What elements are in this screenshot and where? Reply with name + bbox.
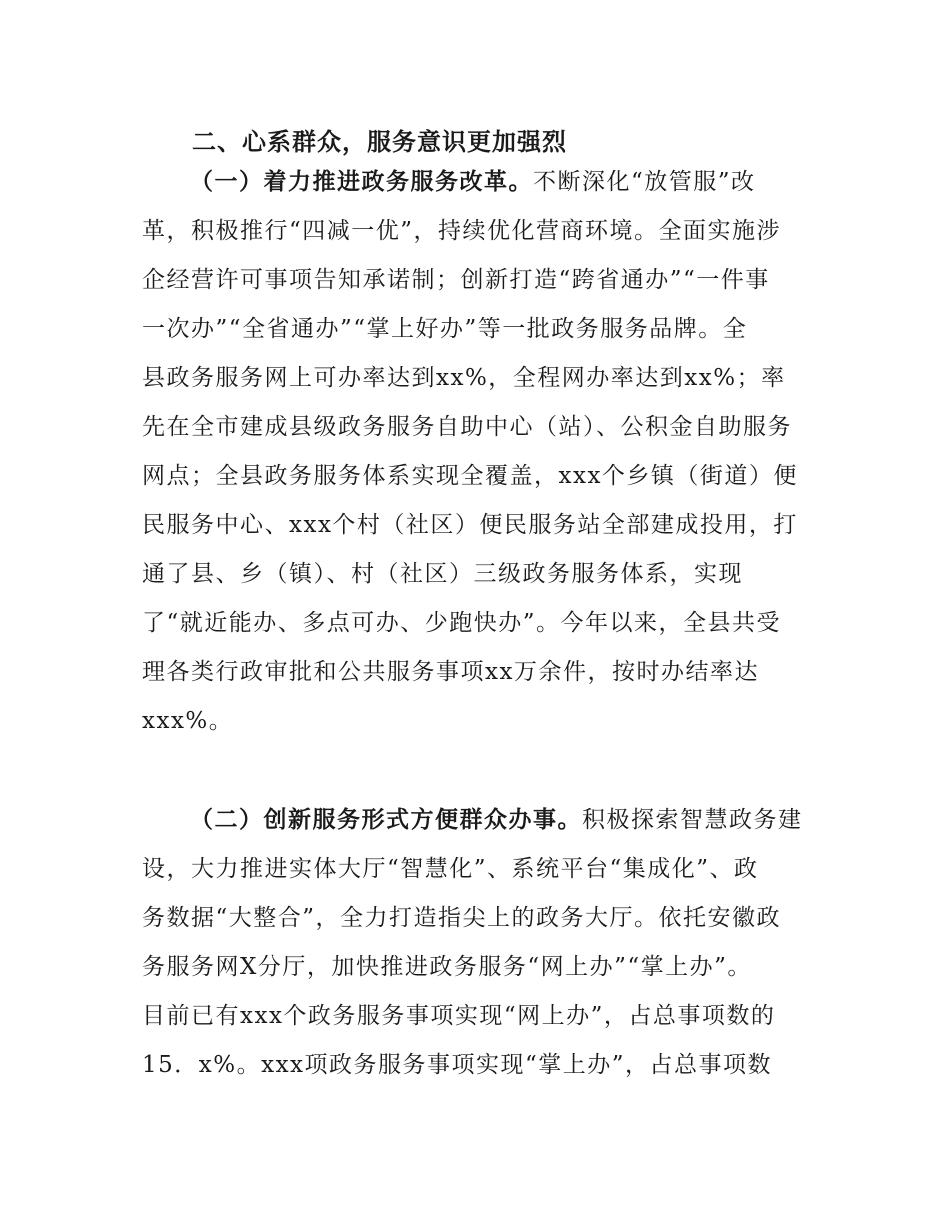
section-heading: 二、心系群众，服务意识更加强烈 xyxy=(192,128,567,156)
paragraph-line: 网点；全县政务服务体系实现全覆盖，xxx个乡镇（街道）便 xyxy=(142,463,798,489)
paragraph-text: 积极探索智慧政务建 xyxy=(582,807,803,833)
paragraph-1 xyxy=(142,158,812,746)
paragraph-line: 先在全市建成县级政务服务自助中心（站）、公积金自助服务 xyxy=(142,414,792,440)
paragraph-line xyxy=(142,796,812,845)
paragraph-subheading: （二）创新服务形式方便群众办事。 xyxy=(190,807,582,833)
paragraph-line: 务服务网X分厅，加快推进政务服务“网上办”“掌上办”。 xyxy=(142,954,752,980)
paragraph-line: 15．x%。xxx项政务服务事项实现“掌上办”，占总事项数 xyxy=(142,1052,773,1078)
paragraph-line xyxy=(142,158,812,207)
paragraph-line: 目前已有xxx个政务服务事项实现“网上办”，占总事项数的 xyxy=(142,1003,776,1029)
paragraph-line: 设，大力推进实体大厅“智慧化”、系统平台“集成化”、政 xyxy=(142,856,759,882)
paragraph-line: 务数据“大整合”，全力打造指尖上的政务大厅。依托安徽政 xyxy=(142,905,782,931)
paragraph-2 xyxy=(142,796,812,1090)
paragraph-line: xxx%。 xyxy=(142,708,234,734)
paragraph-line: 企经营许可事项告知承诺制；创新打造“跨省通办”“一件事 xyxy=(142,267,770,293)
paragraph-text: 不断深化“放管服”改 xyxy=(533,169,756,195)
paragraph-line: 县政务服务网上可办率达到xx%，全程网办率达到xx%；率 xyxy=(142,365,786,391)
paragraph-line: 民服务中心、xxx个村（社区）便民服务站全部建成投用，打 xyxy=(142,512,798,538)
paragraph-line: 通了县、乡（镇）、村（社区）三级政务服务体系，实现 xyxy=(142,561,743,587)
paragraph-line: 了“就近能办、多点可办、少跑快办”。今年以来，全县共受 xyxy=(142,610,782,636)
paragraph-line: 一次办”“全省通办”“掌上好办”等一批政务服务品牌。全 xyxy=(142,316,748,342)
paragraph-subheading: （一）着力推进政务服务改革。 xyxy=(190,169,533,195)
paragraph-line: 革，积极推行“四减一优”，持续优化营商环境。全面实施涉 xyxy=(142,218,782,244)
paragraph-line: 理各类行政审批和公共服务事项xx万余件，按时办结率达 xyxy=(142,659,759,685)
